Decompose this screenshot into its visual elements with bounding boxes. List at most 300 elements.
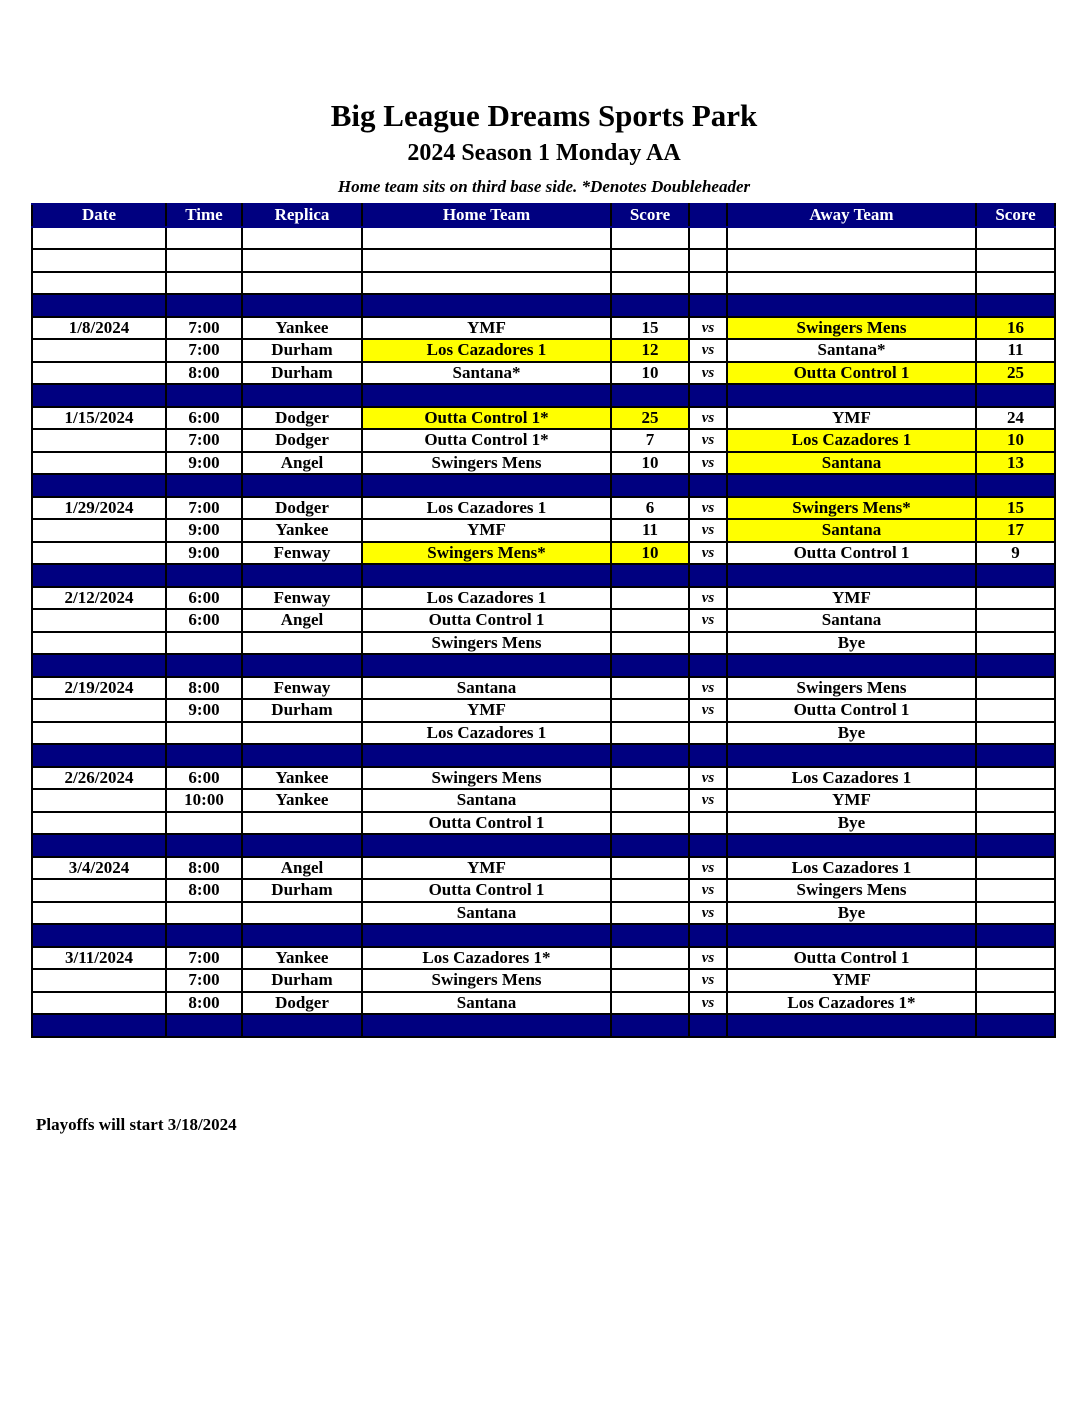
col-time: Time bbox=[166, 204, 242, 227]
home-team-cell: Santana bbox=[362, 677, 611, 700]
schedule-note: Home team sits on third base side. *Denotes Doubleheader bbox=[337, 177, 751, 196]
replica-cell bbox=[242, 902, 362, 925]
replica-cell: Angel bbox=[242, 857, 362, 880]
home-team-cell: Swingers Mens bbox=[362, 452, 611, 475]
vs-cell bbox=[689, 812, 727, 835]
away-team-cell: Santana bbox=[727, 452, 976, 475]
vs-cell: vs bbox=[689, 587, 727, 610]
vs-cell bbox=[689, 294, 727, 317]
away-team-cell: Santana bbox=[727, 519, 976, 542]
date-cell bbox=[32, 632, 166, 655]
document-subtitle: 2024 Season 1 Monday AA bbox=[407, 140, 681, 166]
replica-cell bbox=[242, 384, 362, 407]
time-cell: 9:00 bbox=[166, 519, 242, 542]
away-score-cell bbox=[976, 564, 1055, 587]
home-score-cell bbox=[611, 249, 689, 272]
away-score-cell bbox=[976, 632, 1055, 655]
home-score-cell bbox=[611, 969, 689, 992]
vs-cell: vs bbox=[689, 429, 727, 452]
date-cell bbox=[32, 339, 166, 362]
away-score-cell bbox=[976, 1014, 1055, 1037]
game-row bbox=[32, 722, 1055, 745]
away-team-cell: YMF bbox=[727, 969, 976, 992]
home-team-cell: Outta Control 1* bbox=[362, 407, 611, 430]
away-score-cell bbox=[976, 947, 1055, 970]
game-row bbox=[32, 947, 1055, 970]
week-separator-row bbox=[32, 474, 1055, 497]
home-score-cell bbox=[611, 947, 689, 970]
home-team-cell: Santana bbox=[362, 902, 611, 925]
col-vs bbox=[689, 204, 727, 227]
date-cell: 2/12/2024 bbox=[32, 587, 166, 610]
week-separator-row bbox=[32, 1014, 1055, 1037]
vs-cell bbox=[689, 384, 727, 407]
away-score-cell bbox=[976, 474, 1055, 497]
away-score-cell: 17 bbox=[976, 519, 1055, 542]
week-separator-row bbox=[32, 924, 1055, 947]
home-score-cell bbox=[611, 384, 689, 407]
replica-cell: Dodger bbox=[242, 992, 362, 1015]
col-away-team: Away Team bbox=[727, 204, 976, 227]
away-team-cell: Bye bbox=[727, 632, 976, 655]
vs-cell bbox=[689, 654, 727, 677]
vs-cell: vs bbox=[689, 767, 727, 790]
game-row bbox=[32, 542, 1055, 565]
away-score-cell bbox=[976, 924, 1055, 947]
vs-cell bbox=[689, 474, 727, 497]
game-row bbox=[32, 609, 1055, 632]
date-cell: 2/19/2024 bbox=[32, 677, 166, 700]
vs-cell: vs bbox=[689, 789, 727, 812]
date-cell bbox=[32, 474, 166, 497]
home-score-cell: 10 bbox=[611, 452, 689, 475]
playoffs-note: Playoffs will start 3/18/2024 bbox=[36, 1115, 237, 1134]
home-score-cell bbox=[611, 902, 689, 925]
replica-cell: Dodger bbox=[242, 429, 362, 452]
home-team-cell bbox=[362, 744, 611, 767]
vs-cell bbox=[689, 564, 727, 587]
home-team-cell: Santana bbox=[362, 789, 611, 812]
time-cell bbox=[166, 902, 242, 925]
time-cell bbox=[166, 924, 242, 947]
vs-cell: vs bbox=[689, 699, 727, 722]
time-cell: 8:00 bbox=[166, 879, 242, 902]
vs-cell bbox=[689, 1014, 727, 1037]
vs-cell: vs bbox=[689, 317, 727, 340]
date-cell bbox=[32, 789, 166, 812]
vs-cell: vs bbox=[689, 609, 727, 632]
game-row bbox=[32, 902, 1055, 925]
replica-cell bbox=[242, 227, 362, 250]
home-team-cell: Swingers Mens bbox=[362, 632, 611, 655]
game-row bbox=[32, 879, 1055, 902]
vs-cell: vs bbox=[689, 677, 727, 700]
away-team-cell: Los Cazadores 1 bbox=[727, 429, 976, 452]
time-cell bbox=[166, 384, 242, 407]
game-row bbox=[32, 452, 1055, 475]
away-score-cell bbox=[976, 902, 1055, 925]
date-cell bbox=[32, 294, 166, 317]
replica-cell: Fenway bbox=[242, 587, 362, 610]
away-score-cell bbox=[976, 767, 1055, 790]
date-cell bbox=[32, 812, 166, 835]
game-row bbox=[32, 632, 1055, 655]
home-score-cell bbox=[611, 812, 689, 835]
replica-cell bbox=[242, 294, 362, 317]
time-cell bbox=[166, 294, 242, 317]
home-score-cell bbox=[611, 294, 689, 317]
vs-cell bbox=[689, 834, 727, 857]
time-cell: 8:00 bbox=[166, 992, 242, 1015]
game-row bbox=[32, 789, 1055, 812]
date-cell bbox=[32, 564, 166, 587]
away-team-cell bbox=[727, 744, 976, 767]
date-cell: 2/26/2024 bbox=[32, 767, 166, 790]
home-team-cell: YMF bbox=[362, 519, 611, 542]
away-team-cell bbox=[727, 249, 976, 272]
time-cell bbox=[166, 632, 242, 655]
home-score-cell: 11 bbox=[611, 519, 689, 542]
week-separator-row bbox=[32, 384, 1055, 407]
time-cell bbox=[166, 227, 242, 250]
time-cell: 8:00 bbox=[166, 857, 242, 880]
empty-row bbox=[32, 249, 1055, 272]
time-cell: 7:00 bbox=[166, 969, 242, 992]
away-score-cell bbox=[976, 722, 1055, 745]
away-team-cell: YMF bbox=[727, 407, 976, 430]
away-team-cell: Outta Control 1 bbox=[727, 362, 976, 385]
home-score-cell bbox=[611, 789, 689, 812]
away-score-cell bbox=[976, 857, 1055, 880]
away-score-cell: 15 bbox=[976, 497, 1055, 520]
replica-cell: Yankee bbox=[242, 317, 362, 340]
replica-cell: Yankee bbox=[242, 789, 362, 812]
time-cell: 8:00 bbox=[166, 677, 242, 700]
date-cell bbox=[32, 542, 166, 565]
replica-cell bbox=[242, 272, 362, 295]
home-team-cell: Outta Control 1 bbox=[362, 812, 611, 835]
time-cell bbox=[166, 654, 242, 677]
vs-cell: vs bbox=[689, 947, 727, 970]
home-score-cell bbox=[611, 879, 689, 902]
time-cell: 7:00 bbox=[166, 429, 242, 452]
replica-cell: Yankee bbox=[242, 947, 362, 970]
home-score-cell: 15 bbox=[611, 317, 689, 340]
date-cell bbox=[32, 969, 166, 992]
home-team-cell bbox=[362, 249, 611, 272]
game-row bbox=[32, 969, 1055, 992]
date-cell bbox=[32, 902, 166, 925]
replica-cell: Yankee bbox=[242, 519, 362, 542]
away-team-cell bbox=[727, 474, 976, 497]
home-score-cell: 6 bbox=[611, 497, 689, 520]
away-score-cell bbox=[976, 587, 1055, 610]
replica-cell: Dodger bbox=[242, 497, 362, 520]
vs-cell: vs bbox=[689, 452, 727, 475]
schedule-table bbox=[31, 203, 1056, 1038]
vs-cell bbox=[689, 924, 727, 947]
home-team-cell: Los Cazadores 1 bbox=[362, 497, 611, 520]
vs-cell: vs bbox=[689, 497, 727, 520]
home-score-cell bbox=[611, 744, 689, 767]
replica-cell bbox=[242, 812, 362, 835]
replica-cell: Durham bbox=[242, 969, 362, 992]
away-team-cell bbox=[727, 294, 976, 317]
date-cell bbox=[32, 834, 166, 857]
home-team-cell: Swingers Mens bbox=[362, 969, 611, 992]
time-cell: 9:00 bbox=[166, 699, 242, 722]
date-cell bbox=[32, 654, 166, 677]
away-score-cell bbox=[976, 834, 1055, 857]
date-cell bbox=[32, 519, 166, 542]
col-replica: Replica bbox=[242, 204, 362, 227]
vs-cell: vs bbox=[689, 902, 727, 925]
away-score-cell bbox=[976, 812, 1055, 835]
home-score-cell bbox=[611, 834, 689, 857]
home-score-cell bbox=[611, 587, 689, 610]
replica-cell bbox=[242, 744, 362, 767]
time-cell: 6:00 bbox=[166, 407, 242, 430]
home-score-cell bbox=[611, 227, 689, 250]
time-cell: 6:00 bbox=[166, 609, 242, 632]
away-team-cell: Los Cazadores 1 bbox=[727, 857, 976, 880]
away-score-cell: 24 bbox=[976, 407, 1055, 430]
away-score-cell bbox=[976, 789, 1055, 812]
home-team-cell bbox=[362, 294, 611, 317]
time-cell: 6:00 bbox=[166, 587, 242, 610]
replica-cell bbox=[242, 834, 362, 857]
empty-row bbox=[32, 227, 1055, 250]
home-team-cell: Swingers Mens bbox=[362, 767, 611, 790]
away-score-cell bbox=[976, 969, 1055, 992]
game-row bbox=[32, 519, 1055, 542]
vs-cell: vs bbox=[689, 362, 727, 385]
away-score-cell bbox=[976, 384, 1055, 407]
away-team-cell: Swingers Mens bbox=[727, 677, 976, 700]
date-cell: 1/8/2024 bbox=[32, 317, 166, 340]
date-cell bbox=[32, 362, 166, 385]
game-row bbox=[32, 992, 1055, 1015]
home-score-cell bbox=[611, 722, 689, 745]
replica-cell bbox=[242, 474, 362, 497]
home-score-cell bbox=[611, 924, 689, 947]
home-score-cell bbox=[611, 272, 689, 295]
replica-cell bbox=[242, 564, 362, 587]
away-team-cell: Outta Control 1 bbox=[727, 542, 976, 565]
home-team-cell: Santana bbox=[362, 992, 611, 1015]
away-team-cell: Los Cazadores 1 bbox=[727, 767, 976, 790]
week-separator-row bbox=[32, 654, 1055, 677]
home-team-cell: Santana* bbox=[362, 362, 611, 385]
home-score-cell bbox=[611, 632, 689, 655]
home-team-cell bbox=[362, 654, 611, 677]
home-score-cell: 10 bbox=[611, 362, 689, 385]
game-row bbox=[32, 429, 1055, 452]
date-cell bbox=[32, 1014, 166, 1037]
vs-cell: vs bbox=[689, 969, 727, 992]
home-score-cell: 10 bbox=[611, 542, 689, 565]
col-date: Date bbox=[32, 204, 166, 227]
time-cell: 9:00 bbox=[166, 542, 242, 565]
away-team-cell bbox=[727, 834, 976, 857]
replica-cell: Fenway bbox=[242, 677, 362, 700]
home-score-cell bbox=[611, 654, 689, 677]
home-score-cell bbox=[611, 699, 689, 722]
vs-cell: vs bbox=[689, 879, 727, 902]
away-team-cell: Swingers Mens bbox=[727, 879, 976, 902]
game-row bbox=[32, 767, 1055, 790]
col-home-score: Score bbox=[611, 204, 689, 227]
away-team-cell: Bye bbox=[727, 812, 976, 835]
away-team-cell bbox=[727, 564, 976, 587]
home-team-cell: Los Cazadores 1 bbox=[362, 722, 611, 745]
home-team-cell: Outta Control 1* bbox=[362, 429, 611, 452]
time-cell: 8:00 bbox=[166, 362, 242, 385]
home-score-cell bbox=[611, 564, 689, 587]
away-team-cell: Santana* bbox=[727, 339, 976, 362]
time-cell: 10:00 bbox=[166, 789, 242, 812]
replica-cell: Angel bbox=[242, 609, 362, 632]
time-cell: 9:00 bbox=[166, 452, 242, 475]
away-score-cell: 10 bbox=[976, 429, 1055, 452]
date-cell: 1/15/2024 bbox=[32, 407, 166, 430]
away-score-cell bbox=[976, 677, 1055, 700]
away-score-cell bbox=[976, 294, 1055, 317]
away-team-cell bbox=[727, 654, 976, 677]
home-team-cell bbox=[362, 924, 611, 947]
week-separator-row bbox=[32, 744, 1055, 767]
home-team-cell: YMF bbox=[362, 857, 611, 880]
replica-cell: Durham bbox=[242, 339, 362, 362]
replica-cell: Durham bbox=[242, 699, 362, 722]
home-score-cell: 7 bbox=[611, 429, 689, 452]
vs-cell: vs bbox=[689, 339, 727, 362]
date-cell bbox=[32, 992, 166, 1015]
game-row bbox=[32, 497, 1055, 520]
away-score-cell bbox=[976, 609, 1055, 632]
away-score-cell: 16 bbox=[976, 317, 1055, 340]
replica-cell: Dodger bbox=[242, 407, 362, 430]
home-team-cell bbox=[362, 834, 611, 857]
game-row bbox=[32, 339, 1055, 362]
time-cell: 6:00 bbox=[166, 767, 242, 790]
time-cell bbox=[166, 722, 242, 745]
away-score-cell bbox=[976, 699, 1055, 722]
date-cell bbox=[32, 384, 166, 407]
date-cell: 3/11/2024 bbox=[32, 947, 166, 970]
time-cell bbox=[166, 564, 242, 587]
replica-cell: Fenway bbox=[242, 542, 362, 565]
date-cell bbox=[32, 924, 166, 947]
home-score-cell bbox=[611, 992, 689, 1015]
home-team-cell bbox=[362, 384, 611, 407]
away-team-cell: YMF bbox=[727, 789, 976, 812]
week-separator-row bbox=[32, 294, 1055, 317]
time-cell bbox=[166, 272, 242, 295]
away-score-cell: 13 bbox=[976, 452, 1055, 475]
home-score-cell bbox=[611, 1014, 689, 1037]
game-row bbox=[32, 362, 1055, 385]
replica-cell bbox=[242, 654, 362, 677]
home-score-cell bbox=[611, 474, 689, 497]
date-cell bbox=[32, 429, 166, 452]
home-team-cell bbox=[362, 227, 611, 250]
vs-cell bbox=[689, 744, 727, 767]
vs-cell: vs bbox=[689, 857, 727, 880]
vs-cell bbox=[689, 272, 727, 295]
replica-cell bbox=[242, 249, 362, 272]
away-team-cell bbox=[727, 1014, 976, 1037]
home-team-cell bbox=[362, 474, 611, 497]
away-team-cell: Swingers Mens bbox=[727, 317, 976, 340]
replica-cell: Angel bbox=[242, 452, 362, 475]
vs-cell: vs bbox=[689, 519, 727, 542]
away-score-cell bbox=[976, 992, 1055, 1015]
home-score-cell bbox=[611, 677, 689, 700]
home-team-cell bbox=[362, 1014, 611, 1037]
home-score-cell bbox=[611, 857, 689, 880]
date-cell bbox=[32, 452, 166, 475]
away-team-cell: Outta Control 1 bbox=[727, 699, 976, 722]
time-cell bbox=[166, 834, 242, 857]
col-home-team: Home Team bbox=[362, 204, 611, 227]
date-cell: 1/29/2024 bbox=[32, 497, 166, 520]
time-cell bbox=[166, 812, 242, 835]
date-cell bbox=[32, 272, 166, 295]
time-cell: 7:00 bbox=[166, 339, 242, 362]
replica-cell bbox=[242, 1014, 362, 1037]
away-team-cell: Bye bbox=[727, 902, 976, 925]
time-cell bbox=[166, 1014, 242, 1037]
time-cell: 7:00 bbox=[166, 497, 242, 520]
replica-cell bbox=[242, 722, 362, 745]
replica-cell: Durham bbox=[242, 362, 362, 385]
home-team-cell: YMF bbox=[362, 699, 611, 722]
away-team-cell: Outta Control 1 bbox=[727, 947, 976, 970]
game-row bbox=[32, 699, 1055, 722]
away-team-cell bbox=[727, 384, 976, 407]
header-row bbox=[32, 204, 1055, 227]
vs-cell bbox=[689, 722, 727, 745]
away-team-cell bbox=[727, 272, 976, 295]
vs-cell bbox=[689, 249, 727, 272]
date-cell bbox=[32, 699, 166, 722]
away-score-cell: 11 bbox=[976, 339, 1055, 362]
game-row bbox=[32, 407, 1055, 430]
replica-cell: Durham bbox=[242, 879, 362, 902]
date-cell bbox=[32, 249, 166, 272]
empty-row bbox=[32, 272, 1055, 295]
vs-cell: vs bbox=[689, 542, 727, 565]
time-cell bbox=[166, 249, 242, 272]
time-cell bbox=[166, 474, 242, 497]
home-score-cell bbox=[611, 609, 689, 632]
replica-cell bbox=[242, 924, 362, 947]
document-title: Big League Dreams Sports Park bbox=[330, 98, 758, 133]
home-score-cell bbox=[611, 767, 689, 790]
away-score-cell bbox=[976, 249, 1055, 272]
game-row bbox=[32, 677, 1055, 700]
home-team-cell bbox=[362, 564, 611, 587]
time-cell: 7:00 bbox=[166, 947, 242, 970]
away-score-cell bbox=[976, 879, 1055, 902]
home-team-cell: Outta Control 1 bbox=[362, 879, 611, 902]
home-team-cell: Los Cazadores 1* bbox=[362, 947, 611, 970]
home-team-cell bbox=[362, 272, 611, 295]
home-team-cell: Los Cazadores 1 bbox=[362, 587, 611, 610]
away-team-cell bbox=[727, 227, 976, 250]
game-row bbox=[32, 317, 1055, 340]
